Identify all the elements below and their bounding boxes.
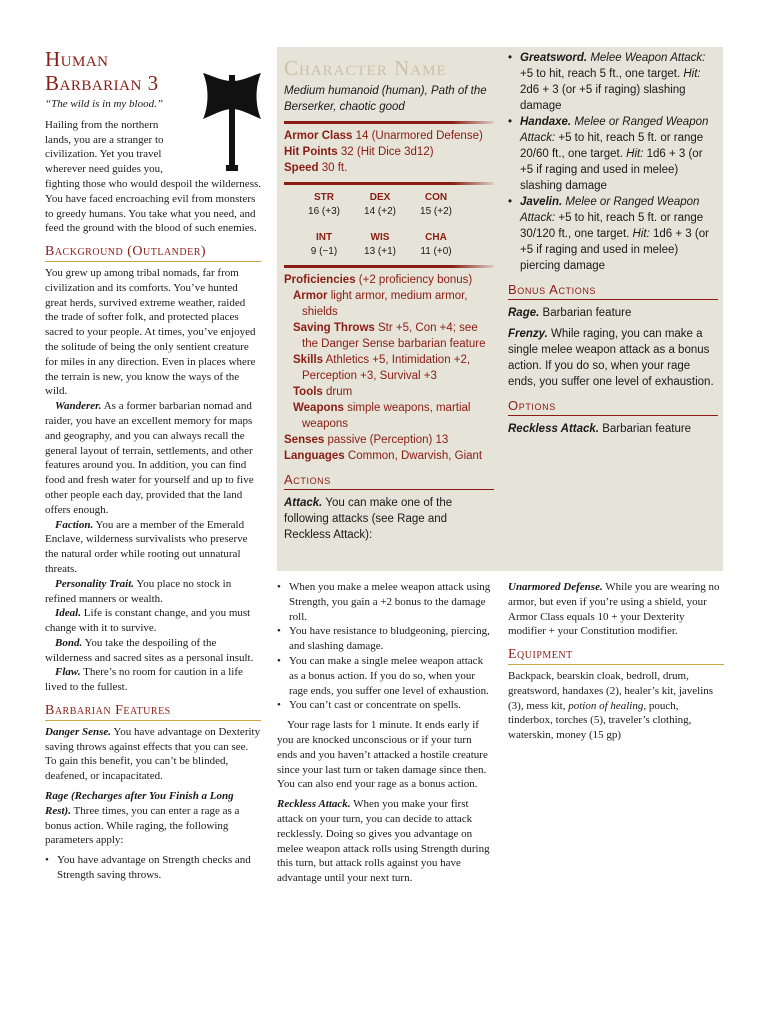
frenzy-bonus-action: Frenzy. While raging, you can make a single melee weapon attack as a bonus action. If you do so, when your rage ends, you suffer one level of exhaustion. bbox=[508, 328, 714, 388]
stat-block-left bbox=[284, 57, 494, 543]
rage-bonus-action: Rage. Barbarian feature bbox=[508, 307, 632, 319]
attack-action: Attack. You can make one of the following attacks (see Rage and Reckless Attack): bbox=[284, 497, 453, 541]
options-heading: Options bbox=[508, 398, 718, 416]
attack-javelin: • Javelin. Melee or Ranged Weapon Attack: +5 to hit, reach 5 ft. or range 30/120 ft., one target. Hit: 1d6 + 3 (or +5 if raging and used in melee) piercing damage bbox=[508, 194, 718, 274]
character-name: Character Name bbox=[284, 56, 447, 80]
ability-str-value: 16 (+3) bbox=[308, 206, 340, 217]
ability-dex-label: DEX bbox=[369, 192, 391, 203]
weapons: Weapons simple weapons, martial weapons bbox=[293, 402, 471, 430]
skills: Skills Athletics +5, Intimidation +2, Perception +3, Survival +3 bbox=[293, 354, 471, 382]
list-item: • You can make a single melee weapon attack as a bonus action. If you do so, when your rage ends, you suffer one level of exhaustion. bbox=[277, 654, 493, 698]
creature-subtype: Medium humanoid (human), Path of the Berserker, chaotic good bbox=[284, 85, 487, 113]
faction-feature: Faction. You are a member of the Emerald Enclave, wilderness survivalists who preserve the natural order while rooting out unnatural threats. bbox=[45, 518, 248, 575]
ideal: Ideal. Life is constant change, and you must change with it to survive. bbox=[45, 607, 251, 635]
ability-cha-value: 11 (+0) bbox=[420, 246, 452, 257]
ability-int-value: 9 (−1) bbox=[310, 246, 338, 257]
intro-text: Hailing from the northern lands, you are a stranger to civilization. Yet you travel wherever need guides you, fighting those who would despoil the wilderness. You have faced encroaching evil from monsters to greedy humans. You take what you need, and feed the ground with the blood of such enemies. bbox=[45, 118, 262, 235]
ability-con-label: CON bbox=[424, 192, 448, 203]
divider bbox=[284, 182, 494, 185]
left-column bbox=[45, 47, 261, 883]
reckless-attack-feature: Reckless Attack. When you make your first attack on your turn, you can decide to attack recklessly. Doing so gives you advantage on melee weapon attack rolls using Strength during this turn, but attack rolls against you have advantage until your next turn. bbox=[277, 798, 490, 885]
ability-int-label: INT bbox=[315, 232, 333, 243]
rage-duration: Your rage lasts for 1 minute. It ends early if you are knocked unconscious or if your turn ends and you haven’t attacked a hostile creature since your last turn or taken damage since then. You can also end your rage as a bonus action. bbox=[277, 719, 488, 791]
list-item: • You can’t cast or concentrate on spells. bbox=[277, 698, 493, 713]
proficiencies: Proficiencies (+2 proficiency bonus) bbox=[284, 274, 473, 286]
reckless-option: Reckless Attack. Barbarian feature bbox=[508, 423, 692, 435]
senses: Senses passive (Perception) 13 bbox=[284, 434, 449, 446]
actions-heading: Actions bbox=[284, 472, 494, 490]
ability-cha-label: CHA bbox=[425, 232, 447, 243]
features-heading: Barbarian Features bbox=[45, 704, 261, 721]
rage-list-continued bbox=[277, 580, 493, 713]
attack-list bbox=[508, 50, 718, 274]
battleaxe-icon bbox=[199, 71, 265, 175]
stat-block-right bbox=[508, 50, 718, 437]
saving-throws: Saving Throws Str +5, Con +4; see the Danger Sense barbarian feature bbox=[293, 322, 486, 350]
flaw: Flaw. There’s no room for caution in a life lived to the fullest. bbox=[45, 666, 243, 694]
ability-str-label: STR bbox=[314, 192, 334, 203]
list-item: • You have advantage on Strength checks and Strength saving throws. bbox=[45, 853, 261, 883]
danger-sense-feature: Danger Sense. You have advantage on Dexterity saving throws against effects that you can see. To gain this benefit, you can’t be blinded, deafened, or incapacitated. bbox=[45, 725, 261, 783]
attack-handaxe: • Handaxe. Melee or Ranged Weapon Attack: +5 to hit, reach 5 ft. or range 20/60 ft., one target. Hit: 1d6 + 3 (or +5 if raging and used in melee) slashing damage bbox=[508, 114, 718, 194]
page-title: Human Barbarian 3 bbox=[45, 47, 159, 95]
attack-greatsword: • Greatsword. Melee Weapon Attack: +5 to hit, reach 5 ft., one target. Hit: 2d6 + 3 (or +5 if raging) slashing damage bbox=[508, 50, 718, 114]
background-heading: Background (Outlander) bbox=[45, 245, 261, 262]
personality-trait: Personality Trait. You place no stock in refined manners or wealth. bbox=[45, 577, 232, 605]
ability-wis-value: 13 (+1) bbox=[364, 246, 396, 257]
tagline: “The wild is in my blood.” bbox=[45, 98, 163, 110]
ability-dex-value: 14 (+2) bbox=[364, 206, 396, 217]
armor-proficiency: Armor light armor, medium armor, shields bbox=[293, 290, 468, 318]
divider bbox=[284, 121, 494, 124]
bond: Bond. You take the despoiling of the wilderness and sacred sites as a personal insult. bbox=[45, 636, 254, 664]
armor-class: Armor Class 14 (Unarmored Defense) bbox=[284, 130, 483, 142]
equipment-heading: Equipment bbox=[508, 648, 724, 665]
divider bbox=[284, 265, 494, 268]
rage-feature: Rage (Recharges after You Finish a Long Rest). Three times, you can enter a rage as a bonus action. While raging, the following parameters apply: bbox=[45, 790, 240, 847]
background-text: You grew up among tribal nomads, far from civilization and its comforts. You’ve hunted great herds, survived extreme weather, raided the trade of softer folk, and protected places sacred to your people. At times, you’ve enjoyed the solitude of being the only sentient creature for miles in any direction. Even in places where the terrain is new, you know the ways of the wild. bbox=[45, 266, 256, 398]
languages: Languages Common, Dwarvish, Giant bbox=[284, 450, 483, 462]
wanderer-feature: Wanderer. As a former barbarian nomad and raider, you have an excellent memory for maps and geography, and you can always recall the general layout of terrain, settlements, and other features around you. In addition, you can find food and fresh water for yourself and up to five other people each day, provided that the land offers enough. bbox=[45, 400, 254, 516]
ability-wis-label: WIS bbox=[370, 232, 390, 243]
tools: Tools drum bbox=[293, 386, 353, 398]
bonus-actions-heading: Bonus Actions bbox=[508, 282, 718, 300]
list-item: • When you make a melee weapon attack using Strength, you gain a +2 bonus to the damage roll. bbox=[277, 580, 493, 624]
rage-list-start bbox=[45, 853, 261, 883]
ability-con-value: 15 (+2) bbox=[420, 206, 452, 217]
right-column bbox=[508, 580, 724, 743]
speed: Speed 30 ft. bbox=[284, 162, 348, 174]
ability-scores bbox=[296, 191, 494, 259]
equipment-list: Backpack, bearskin cloak, bedroll, drum, greatsword, handaxes (2), healer’s kit, javelins (3), mess kit, potion of healing, pouch, tinderbox, torches (5), traveler’s clothing, waterskin, money (15 gp) bbox=[508, 669, 714, 742]
unarmored-defense-feature: Unarmored Defense. While you are wearing no armor, but even if you’re using a shield, your Armor Class equals 10 + your Dexterity modifier + your Constitution modifier. bbox=[508, 581, 720, 638]
middle-column bbox=[277, 580, 493, 886]
list-item: • You have resistance to bludgeoning, piercing, and slashing damage. bbox=[277, 624, 493, 654]
hit-points: Hit Points 32 (Hit Dice 3d12) bbox=[284, 146, 434, 158]
